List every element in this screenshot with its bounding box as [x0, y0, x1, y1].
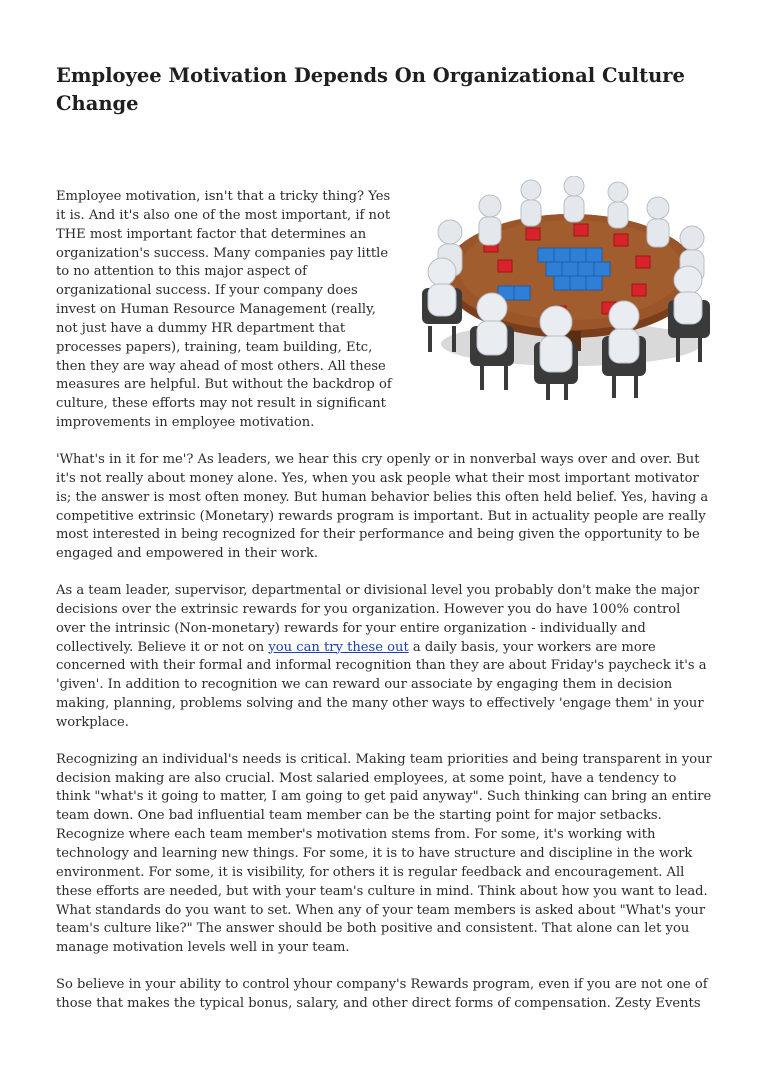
paragraph-1-text: Employee motivation, isn't that a tricky thing? Yes it is. And it's also one of the most important, if not THE most important factor that determines an organization's success. Many companies pay little to no attention to this major aspect of organizational success. If your company does invest on Human Resource Management (really, not just have a dummy HR department that processes papers), training, team building, Etc, then they are way ahead of most others. All these measures are helpful. But without the backdrop of culture, these efforts may not result in significant improvements in employee motivation. — [56, 189, 392, 431]
article-body — [56, 188, 712, 1032]
page-title: Employee Motivation Depends On Organizational Culture Change — [56, 64, 685, 115]
paragraph-5: So believe in your ability to control yhour company's Rewards program, even if you are not one of those that makes the typical bonus, salary, and other direct forms of compensation. Zesty Events — [56, 977, 708, 1011]
paragraph-1 — [56, 188, 712, 433]
inline-link[interactable]: you can try these out — [268, 639, 409, 655]
round-table-meeting-puzzle-illustration-icon — [406, 176, 724, 401]
paragraph-3-text-after: a daily basis, your workers are more concerned with their formal and informal recognition than they are about Friday's paycheck it's a 'given'. In addition to recognition we can reward our associate by engaging them in decision making, planning, problems solving and the many other ways to effectively 'engage them' in your workplace. — [56, 639, 707, 730]
paragraph-4: Recognizing an individual's needs is critical. Making team priorities and being transparent in your decision making are also crucial. Most salaried employees, at some point, have a tendency to think "what's it going to matter, I am going to get paid anyway". Such thinking can bring an entire team down. One bad influential team member can be the starting point for major setbacks. Recognize where each team member's motivation stems from. For some, it's working with technology and learning new things. For some, it is to have structure and discipline in the work environment. For some, it is visibility, for others it is regular feedback and encouragement. All these efforts are needed, but with your team's culture in mind. Think about how you want to lead. What standards do you want to set. When any of your team members is asked about "What's your team's culture like?" The answer should be both positive and consistent. That alone can let you manage motivation levels well in your team. — [56, 751, 712, 956]
paragraph-2: 'What's in it for me'? As leaders, we hear this cry openly or in nonverbal ways over and over. But it's not really about money alone. Yes, when you ask people what their most important motivator is; the answer is most often money. But human behavior belies this often held belief. Yes, having a competitive extrinsic (Monetary) rewards program is important. But in actuality people are really most interested in being recognized for their performance and being given the opportunity to be engaged and empowered in their work. — [56, 451, 709, 562]
paragraph-3 — [56, 582, 712, 733]
paragraph-3-text-before: As a team leader, supervisor, departmental or divisional level you probably don't make the major decisions over the extrinsic rewards for you organization. However you do have 100% control over the intrinsic (Non-monetary) rewards for your entire organization - individually and collectively. Believe it or not on — [56, 583, 700, 655]
